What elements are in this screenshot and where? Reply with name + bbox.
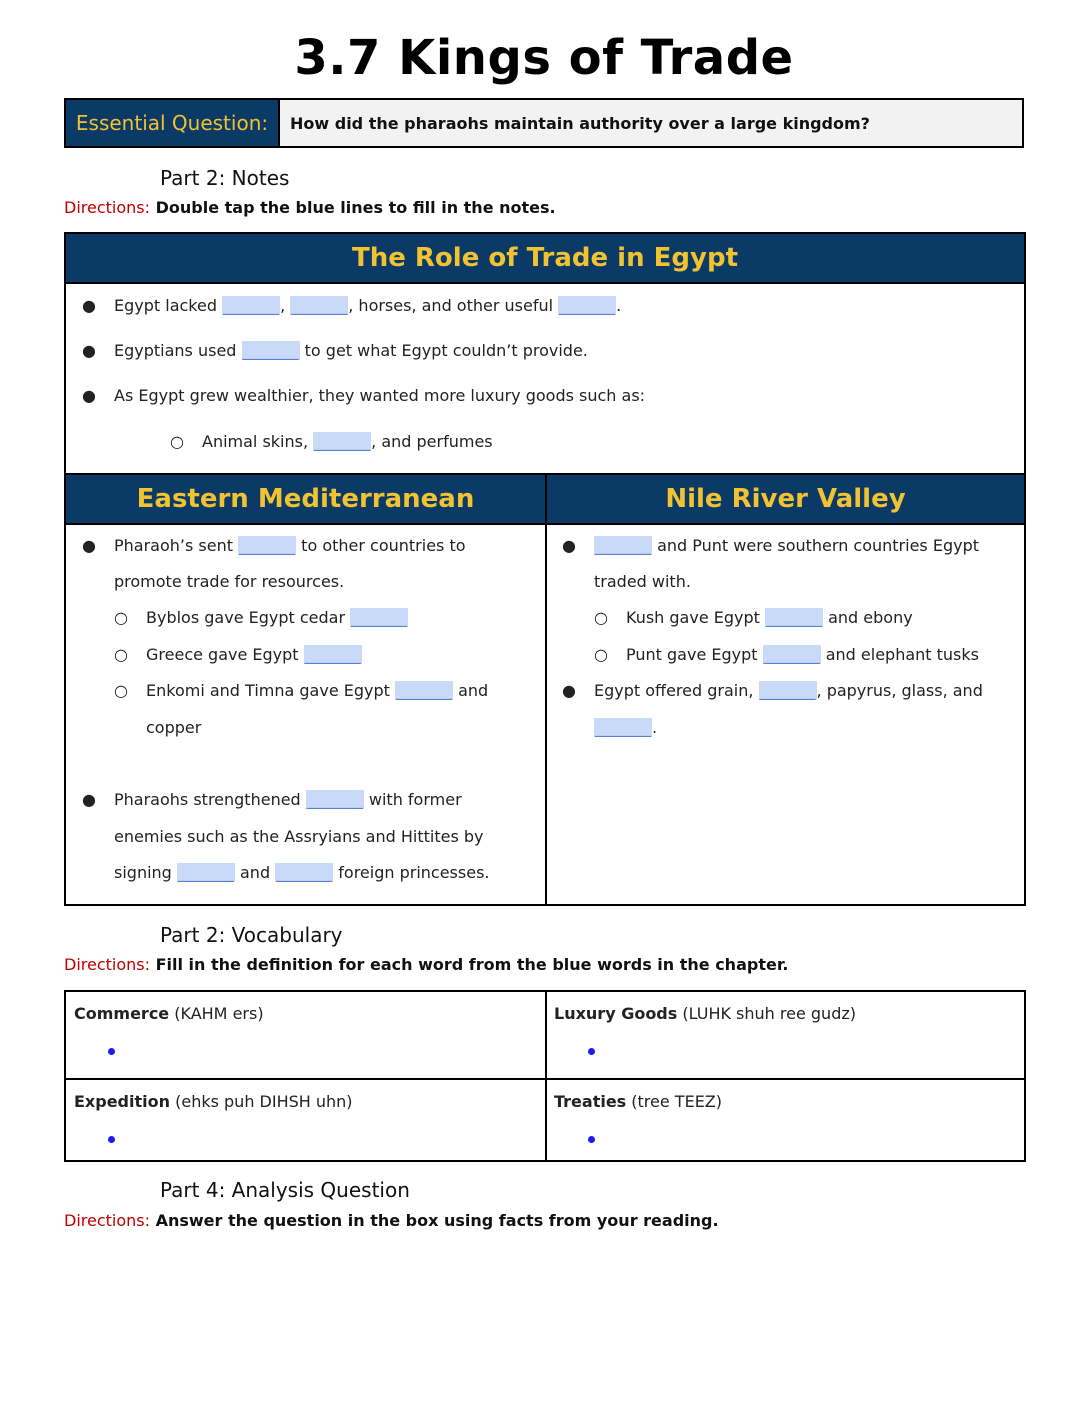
nile-sub-1: Kush gave Egypt _______ and ebony [626,608,913,627]
sub-bullet: ○ [170,432,184,451]
analysis-heading: Part 4: Analysis Question [160,1178,410,1202]
nile-bullet-2-cont: _______. [595,718,658,737]
east-bullet-1: Pharaoh’s sent _______ to other countries to [114,536,466,555]
blank-field[interactable]: _______ [306,790,363,809]
role-bullet-2: Egyptians used _______ to get what Egypt couldn’t provide. [114,341,588,360]
blank-field[interactable]: _______ [239,536,296,555]
east-bullet-2-cont2: signing _______ and _______ foreign princesses. [114,863,490,882]
eastern-mediterranean-header: Eastern Mediterranean [66,475,547,525]
analysis-directions [64,1211,719,1230]
east-sub-3-cont: copper [146,718,202,737]
directions-label: Directions: [64,1211,151,1230]
directions-label: Directions: [64,955,151,974]
east-sub-1: Byblos gave Egypt cedar _______ [146,608,408,627]
definition-bullet[interactable] [108,1136,115,1143]
blank-field[interactable]: _______ [304,645,361,664]
nile-bullet-1: _______ and Punt were southern countries Egypt [595,536,980,555]
vocab-cell-luxury-goods: Luxury Goods (LUHK shuh ree gudz) [554,1004,856,1023]
bullet: ● [82,341,96,360]
bullet: ● [82,536,96,555]
directions-text: Fill in the definition for each word from the blue words in the chapter. [155,955,789,974]
blank-field[interactable]: _______ [351,608,408,627]
bullet: ● [82,296,96,315]
definition-bullet[interactable] [108,1048,115,1055]
blank-field[interactable]: _______ [223,296,280,315]
blank-field[interactable]: _______ [766,608,823,627]
nile-bullet-2: Egypt offered grain, _______, papyrus, glass, and [594,681,983,700]
directions-text: Answer the question in the box using facts from your reading. [155,1211,719,1230]
blank-field[interactable]: _______ [595,718,651,737]
notes-directions [64,198,556,217]
vocab-cell-commerce: Commerce (KAHM ers) [74,1004,264,1023]
bullet: ● [82,790,96,809]
nile-bullet-1-cont: traded with. [594,572,691,591]
nile-sub-2: Punt gave Egypt _______ and elephant tusks [626,645,979,664]
vocab-directions [64,955,789,974]
essential-question-box [64,98,1024,148]
notes-heading: Part 2: Notes [160,166,290,190]
vocab-cell-expedition: Expedition (ehks puh DIHSH uhn) [74,1092,353,1111]
page-title: 3.7 Kings of Trade [294,30,794,86]
role-bullet-3: As Egypt grew wealthier, they wanted more luxury goods such as: [114,386,646,405]
vocab-table [64,990,1026,1162]
blank-field[interactable]: _______ [242,341,299,360]
blank-field[interactable]: _______ [559,296,616,315]
blank-field[interactable]: _______ [276,863,333,882]
blank-field[interactable]: _______ [291,296,348,315]
sub-bullet: ○ [594,608,608,627]
vocab-heading: Part 2: Vocabulary [160,923,343,947]
nile-river-valley-header: Nile River Valley [547,475,1024,525]
east-bullet-1-cont: promote trade for resources. [114,572,345,591]
role-bullet-1: Egypt lacked _______, _______, horses, and other useful _______. [114,296,622,315]
blank-field[interactable]: _______ [177,863,234,882]
east-bullet-2-cont: enemies such as the Assryians and Hittites by [114,827,484,846]
sub-bullet: ○ [594,645,608,664]
sub-bullet: ○ [114,681,128,700]
sub-bullet: ○ [114,645,128,664]
blank-field[interactable]: _______ [396,681,452,700]
essential-question-text: How did the pharaohs maintain authority over a large kingdom? [280,100,1022,146]
definition-bullet[interactable] [588,1136,595,1143]
bullet: ● [562,681,576,700]
east-bullet-2: Pharaohs strengthened _______ with former [114,790,462,809]
sub-bullet: ○ [114,608,128,627]
blank-field[interactable]: _______ [314,432,371,451]
east-sub-3: Enkomi and Timna gave Egypt _______ and [146,681,489,700]
role-of-trade-header: The Role of Trade in Egypt [66,234,1024,284]
directions-text: Double tap the blue lines to fill in the notes. [155,198,556,217]
blank-field[interactable]: _______ [759,681,816,700]
notes-table [64,232,1026,906]
bullet: ● [82,386,96,405]
definition-bullet[interactable] [588,1048,595,1055]
east-sub-2: Greece gave Egypt _______ [146,645,361,664]
directions-label: Directions: [64,198,151,217]
essential-question-label: Essential Question: [66,100,280,146]
vocab-cell-treaties: Treaties (tree TEEZ) [554,1092,722,1111]
blank-field[interactable]: _______ [763,645,820,664]
role-sub-bullet-1: Animal skins, _______, and perfumes [202,432,493,451]
bullet: ● [562,536,576,555]
blank-field[interactable]: _______ [595,536,651,555]
